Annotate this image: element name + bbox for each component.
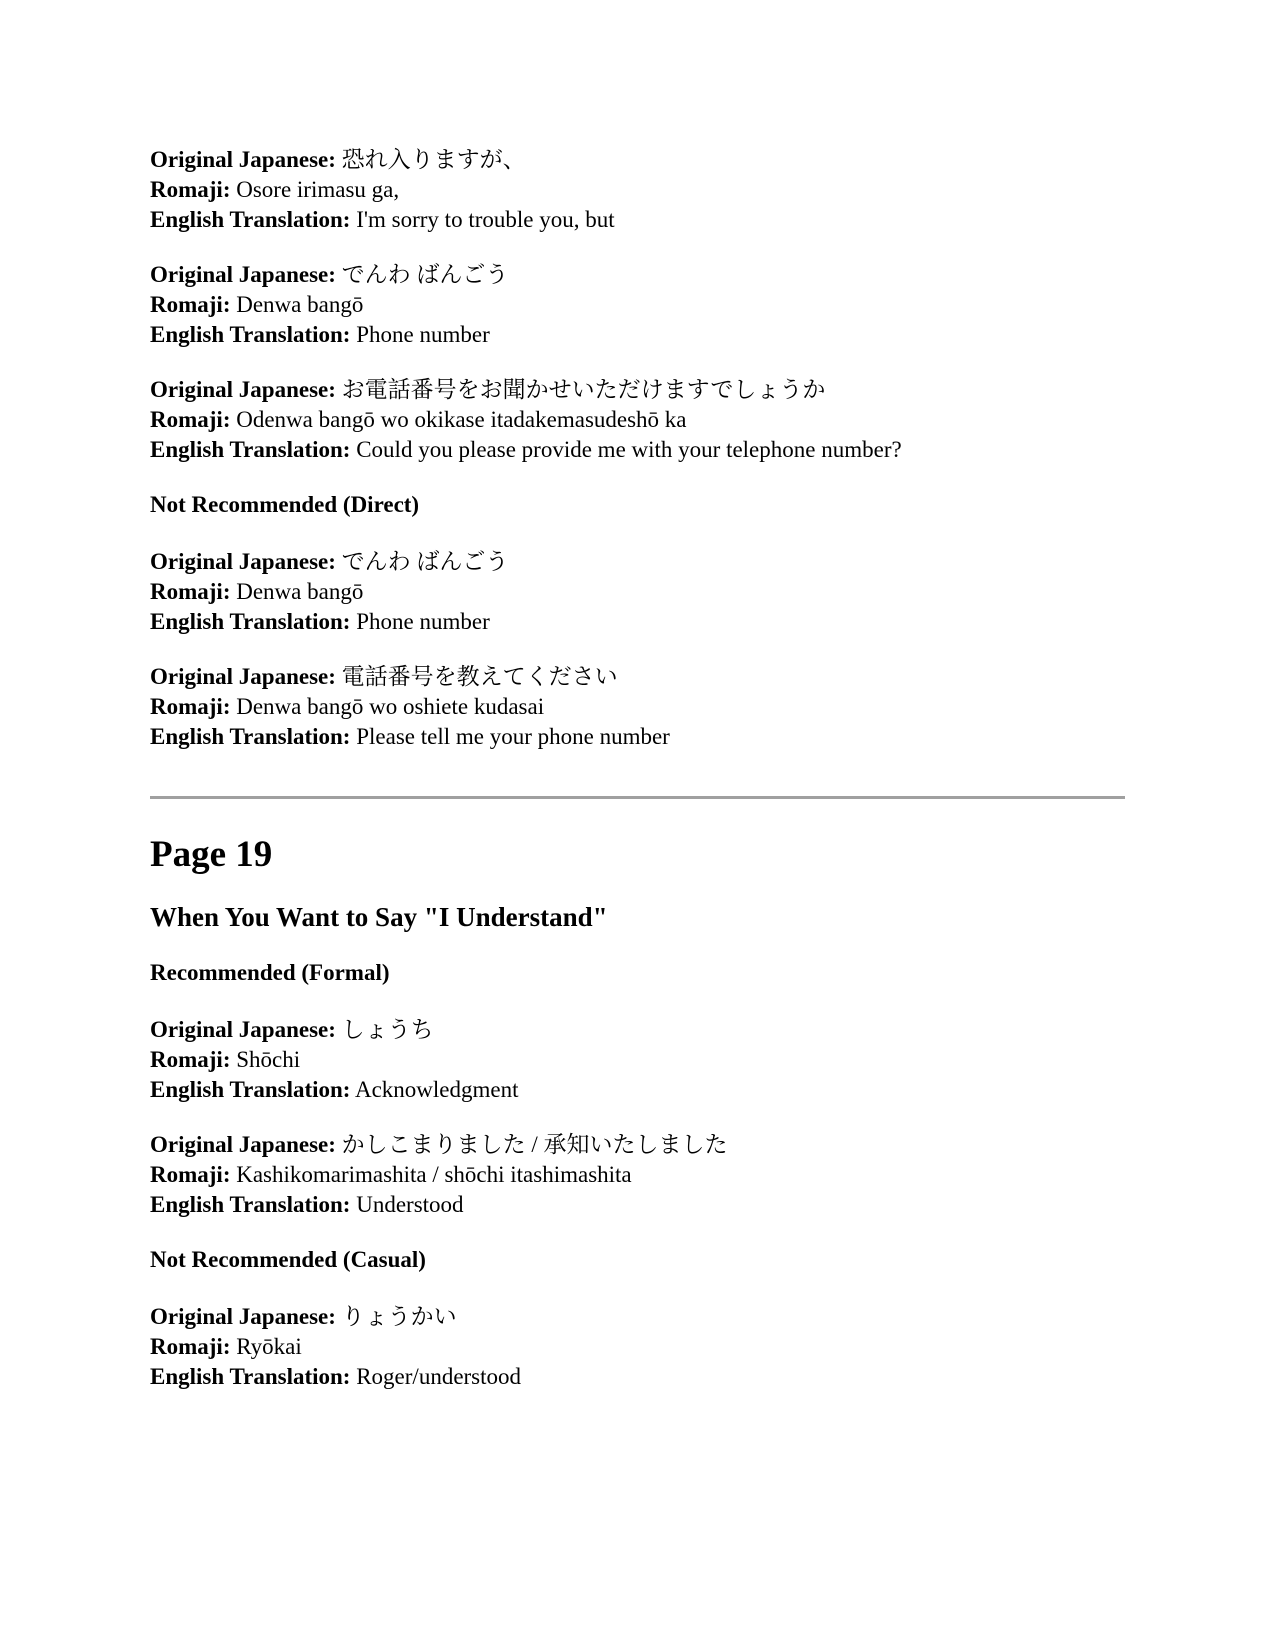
english-text: Understood [356, 1192, 464, 1217]
english-line [150, 435, 1125, 465]
phrase-entry [150, 1302, 1125, 1392]
japanese-text: 電話番号を教えてください [341, 664, 618, 689]
japanese-line [150, 260, 1125, 290]
english-text: Phone number [356, 322, 490, 347]
romaji-label: Romaji: [150, 1162, 231, 1187]
japanese-line [150, 1130, 1125, 1160]
japanese-line [150, 547, 1125, 577]
english-label: English Translation: [150, 322, 351, 347]
phrase-entry [150, 1015, 1125, 1105]
document-body [150, 145, 1125, 1417]
english-line [150, 205, 1125, 235]
japanese-label: Original Japanese: [150, 1132, 336, 1157]
romaji-label: Romaji: [150, 579, 231, 604]
romaji-line [150, 577, 1125, 607]
japanese-text: でんわ ばんごう [341, 549, 509, 574]
english-label: English Translation: [150, 1364, 351, 1389]
japanese-line [150, 375, 1125, 405]
romaji-line [150, 405, 1125, 435]
english-label: English Translation: [150, 1192, 351, 1217]
english-line [150, 1075, 1125, 1105]
english-label: English Translation: [150, 1077, 351, 1102]
phrase-entry [150, 1130, 1125, 1220]
romaji-line [150, 1332, 1125, 1362]
romaji-line [150, 1045, 1125, 1075]
japanese-line [150, 1015, 1125, 1045]
phrase-entry [150, 260, 1125, 350]
japanese-label: Original Japanese: [150, 549, 336, 574]
english-line [150, 1362, 1125, 1392]
english-line [150, 607, 1125, 637]
romaji-line [150, 175, 1125, 205]
romaji-label: Romaji: [150, 407, 231, 432]
japanese-label: Original Japanese: [150, 262, 336, 287]
romaji-text: Odenwa bangō wo okikase itadakemasudeshō ka [236, 407, 687, 432]
japanese-label: Original Japanese: [150, 1017, 336, 1042]
japanese-label: Original Japanese: [150, 147, 336, 172]
page-title: Page 19 [150, 834, 273, 875]
romaji-label: Romaji: [150, 177, 231, 202]
romaji-line [150, 1160, 1125, 1190]
romaji-text: Denwa bangō wo oshiete kudasai [236, 694, 545, 719]
japanese-label: Original Japanese: [150, 664, 336, 689]
english-line [150, 722, 1125, 752]
english-text: Roger/understood [356, 1364, 522, 1389]
romaji-text: Kashikomarimashita / shōchi itashimashita [236, 1162, 632, 1187]
section-title: When You Want to Say "I Understand" [150, 902, 608, 932]
japanese-text: りょうかい [341, 1304, 457, 1329]
romaji-text: Ryōkai [236, 1334, 302, 1359]
english-label: English Translation: [150, 724, 351, 749]
english-label: English Translation: [150, 437, 351, 462]
japanese-line [150, 145, 1125, 175]
japanese-text: でんわ ばんごう [341, 262, 509, 287]
english-text: Acknowledgment [354, 1077, 519, 1102]
romaji-text: Denwa bangō [236, 292, 364, 317]
english-text: Please tell me your phone number [356, 724, 670, 749]
english-line [150, 1190, 1125, 1220]
japanese-text: しょうち [341, 1017, 434, 1042]
phrase-entry [150, 547, 1125, 637]
phrase-entry [150, 145, 1125, 235]
japanese-label: Original Japanese: [150, 1304, 336, 1329]
romaji-label: Romaji: [150, 1047, 231, 1072]
japanese-text: お電話番号をお聞かせいただけますでしょうか [341, 377, 826, 402]
subheading-not-recommended-direct: Not Recommended (Direct) [150, 492, 420, 517]
phrase-entry [150, 375, 1125, 465]
page-divider [150, 796, 1125, 799]
phrase-entry [150, 662, 1125, 752]
romaji-text: Denwa bangō [236, 579, 364, 604]
english-line [150, 320, 1125, 350]
japanese-line [150, 1302, 1125, 1332]
english-text: Could you please provide me with your telephone number? [356, 437, 902, 462]
subheading-not-recommended-casual: Not Recommended (Casual) [150, 1247, 426, 1272]
japanese-text: 恐れ入りますが、 [341, 147, 526, 172]
english-text: Phone number [356, 609, 490, 634]
english-label: English Translation: [150, 207, 351, 232]
english-text: I'm sorry to trouble you, but [356, 207, 615, 232]
japanese-label: Original Japanese: [150, 377, 336, 402]
romaji-line [150, 290, 1125, 320]
japanese-text: かしこまりました / 承知いたしました [341, 1132, 728, 1157]
romaji-text: Shōchi [236, 1047, 301, 1072]
romaji-label: Romaji: [150, 694, 231, 719]
subheading-recommended-formal: Recommended (Formal) [150, 960, 390, 985]
romaji-label: Romaji: [150, 292, 231, 317]
romaji-text: Osore irimasu ga, [236, 177, 400, 202]
english-label: English Translation: [150, 609, 351, 634]
japanese-line [150, 662, 1125, 692]
romaji-line [150, 692, 1125, 722]
romaji-label: Romaji: [150, 1334, 231, 1359]
